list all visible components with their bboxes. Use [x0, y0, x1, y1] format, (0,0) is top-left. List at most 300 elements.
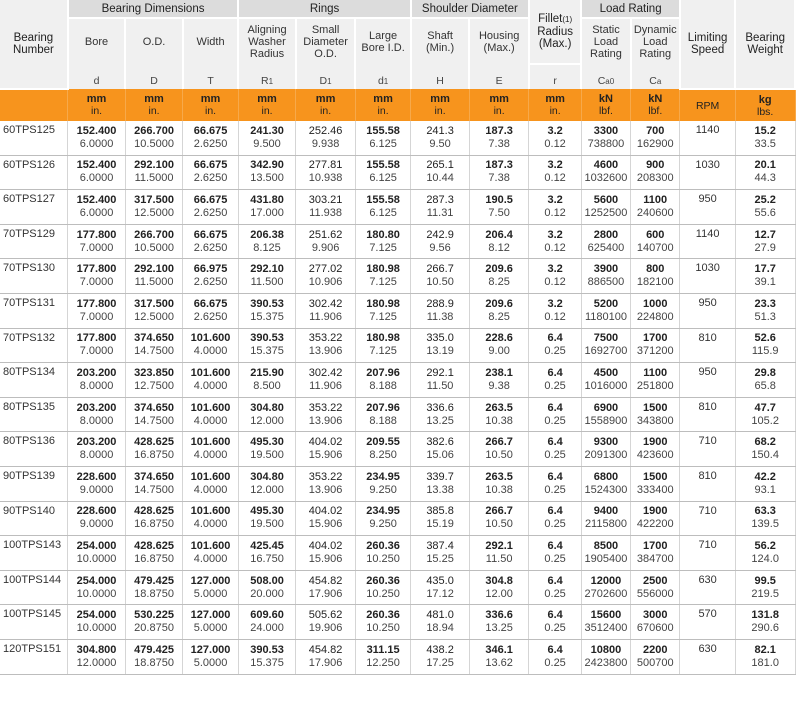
table-row: [0, 121, 795, 155]
value-metric: 505.62: [308, 609, 343, 622]
value-cell: [529, 363, 581, 398]
column-symbol: [296, 64, 356, 89]
weight-metric: 99.5: [754, 574, 776, 587]
value-cell: [411, 466, 470, 501]
table-row: [0, 190, 795, 225]
value-metric: 404.02: [308, 539, 343, 552]
value-imperial: 2.6250: [193, 137, 228, 150]
weight-imperial: 39.1: [754, 276, 776, 289]
value-imperial: 0.12: [544, 137, 566, 150]
limiting-speed-cell: 950: [680, 293, 735, 328]
value-metric: 177.800: [76, 228, 117, 241]
value-cell: [581, 501, 630, 536]
value-imperial: 8.12: [488, 241, 510, 254]
value-imperial: 10.50: [485, 518, 513, 531]
value-cell: [355, 605, 410, 640]
value-metric: 277.02: [308, 263, 343, 276]
value-cell: [529, 328, 581, 363]
table-row: [0, 639, 795, 674]
value-imperial: 11.31: [426, 206, 454, 219]
value-imperial: 2091300: [584, 449, 628, 462]
value-metric: 180.98: [366, 297, 400, 310]
value-cell: [355, 190, 410, 225]
unit-weight-metric: kg: [758, 93, 772, 106]
value-metric: 292.100: [134, 263, 174, 276]
value-cell: [355, 501, 410, 536]
value-metric: 1700: [643, 539, 668, 552]
value-cell: [631, 328, 680, 363]
weight-cell: [735, 570, 795, 605]
bearing-number-cell: 70TPS129: [0, 224, 68, 259]
value-cell: [411, 605, 470, 640]
weight-metric: 63.3: [754, 505, 776, 518]
unit-imperial: in.: [549, 105, 561, 117]
value-metric: 6.4: [547, 366, 563, 379]
table-row: [0, 466, 795, 501]
value-cell: [68, 293, 126, 328]
column-name-header: Aligning Washer Radius: [238, 18, 296, 64]
value-cell: [411, 570, 470, 605]
value-imperial: 15.19: [426, 518, 454, 531]
value-metric: 228.600: [76, 505, 117, 518]
unit-metric: mm: [200, 93, 221, 105]
value-cell: [529, 397, 581, 432]
value-metric: 207.96: [366, 401, 400, 414]
value-cell: [238, 121, 296, 155]
value-imperial: 18.8750: [134, 587, 174, 600]
value-cell: [355, 466, 410, 501]
value-imperial: 13.62: [485, 656, 513, 669]
value-metric: 101.600: [190, 436, 231, 449]
weight-metric: 56.2: [754, 539, 776, 552]
value-metric: 609.60: [250, 609, 284, 622]
value-metric: 260.36: [366, 609, 400, 622]
value-imperial: 0.25: [544, 552, 566, 565]
value-metric: 66.675: [193, 124, 228, 137]
value-metric: 101.600: [190, 332, 231, 345]
value-cell: [238, 190, 296, 225]
column-symbol-subscript: 1: [327, 77, 332, 86]
value-cell: [238, 224, 296, 259]
weight-imperial: 93.1: [754, 483, 776, 496]
value-cell: [125, 121, 183, 155]
value-metric: 9400: [593, 505, 619, 518]
group-shoulder-diameter: Shoulder Diameter: [411, 0, 529, 18]
value-imperial: 10.0000: [76, 587, 117, 600]
weight-imperial: 27.9: [754, 241, 776, 254]
limiting-speed-cell: 630: [680, 639, 735, 674]
weight-imperial: 65.8: [754, 379, 776, 392]
value-metric: 346.1: [485, 643, 513, 656]
value-cell: [581, 259, 630, 294]
value-metric: 1000: [643, 297, 668, 310]
value-imperial: 2.6250: [193, 310, 228, 323]
value-cell: [68, 224, 126, 259]
unit-imperial: in.: [90, 105, 103, 117]
value-imperial: 24.000: [250, 622, 284, 635]
weight-cell: [735, 605, 795, 640]
value-metric: 454.82: [308, 643, 343, 656]
value-imperial: 4.0000: [193, 345, 228, 358]
unit-metric: mm: [315, 93, 336, 105]
unit-metric: kN: [648, 93, 663, 105]
value-imperial: 5.0000: [193, 587, 228, 600]
value-metric: 374.650: [134, 332, 174, 345]
value-imperial: 0.12: [544, 310, 566, 323]
value-imperial: 17.000: [250, 206, 284, 219]
value-metric: 390.53: [250, 643, 284, 656]
column-name-header: Static Load Rating: [581, 18, 630, 64]
value-cell: [68, 259, 126, 294]
value-cell: [469, 536, 529, 571]
value-metric: 304.800: [76, 643, 117, 656]
value-imperial: 15.25: [426, 552, 454, 565]
value-cell: [296, 501, 356, 536]
value-imperial: 886500: [587, 276, 625, 289]
value-imperial: 17.25: [426, 656, 454, 669]
value-metric: 3.2: [547, 263, 563, 276]
value-metric: 304.80: [250, 401, 284, 414]
value-cell: [529, 155, 581, 190]
value-metric: 5600: [593, 193, 619, 206]
value-metric: 66.675: [193, 193, 228, 206]
value-metric: 207.96: [366, 366, 400, 379]
value-cell: [411, 397, 470, 432]
group-load-rating: Load Rating: [581, 0, 680, 18]
value-imperial: 19.500: [250, 518, 284, 531]
value-imperial: 20.8750: [134, 622, 174, 635]
value-imperial: 8.25: [488, 310, 510, 323]
bearing-number-cell: 80TPS134: [0, 363, 68, 398]
value-imperial: 1180100: [584, 310, 627, 323]
value-imperial: 333400: [636, 483, 674, 496]
unit-metric: mm: [373, 93, 393, 105]
value-metric: 206.38: [250, 228, 284, 241]
value-metric: 266.7: [426, 263, 454, 276]
value-cell: [581, 605, 630, 640]
value-metric: 311.15: [366, 643, 400, 656]
weight-metric: 47.7: [754, 401, 776, 414]
value-metric: 1100: [643, 193, 668, 206]
value-cell: [469, 363, 529, 398]
value-cell: [238, 328, 296, 363]
value-cell: [529, 570, 581, 605]
column-name-header: Large Bore I.D.: [355, 18, 410, 64]
unit-metric: mm: [430, 93, 450, 105]
value-metric: 228.600: [76, 470, 117, 483]
value-cell: [469, 570, 529, 605]
value-metric: 336.6: [426, 401, 454, 414]
value-metric: 323.850: [134, 366, 174, 379]
unit-imperial: lbf.: [598, 105, 613, 117]
unit-speed: RPM: [680, 89, 735, 121]
value-metric: 385.8: [426, 505, 454, 518]
value-imperial: 12.5000: [134, 310, 174, 323]
value-metric: 260.36: [366, 574, 400, 587]
value-metric: 3.2: [547, 159, 563, 172]
value-imperial: 17.906: [308, 656, 343, 669]
value-cell: [125, 224, 183, 259]
weight-imperial: 51.3: [754, 310, 776, 323]
value-metric: 101.600: [190, 505, 231, 518]
limiting-speed-cell: 710: [680, 501, 735, 536]
table-row: [0, 570, 795, 605]
value-imperial: 9.500: [253, 137, 281, 150]
value-metric: 6.4: [547, 539, 563, 552]
value-metric: 266.700: [134, 228, 174, 241]
value-cell: [183, 397, 238, 432]
value-cell: [631, 293, 680, 328]
value-imperial: 240600: [636, 206, 674, 219]
value-imperial: 16.8750: [134, 518, 174, 531]
value-cell: [631, 605, 680, 640]
value-metric: 339.7: [426, 470, 454, 483]
value-imperial: 1252500: [584, 206, 628, 219]
limiting-speed-cell: 630: [680, 570, 735, 605]
value-cell: [183, 190, 238, 225]
value-cell: [631, 466, 680, 501]
value-cell: [296, 121, 356, 155]
value-cell: [411, 363, 470, 398]
unit-cell: [125, 89, 183, 121]
value-cell: [183, 639, 238, 674]
value-metric: 241.30: [250, 124, 284, 137]
value-imperial: 0.25: [544, 622, 566, 635]
value-cell: [183, 536, 238, 571]
value-imperial: 8.188: [369, 414, 397, 427]
value-metric: 180.98: [366, 332, 400, 345]
value-imperial: 18.8750: [134, 656, 174, 669]
value-cell: [581, 570, 630, 605]
value-imperial: 13.25: [426, 414, 454, 427]
value-metric: 66.675: [193, 297, 228, 310]
value-metric: 479.425: [134, 643, 174, 656]
weight-metric: 29.8: [754, 366, 776, 379]
value-cell: [68, 501, 126, 536]
value-imperial: 2.6250: [193, 172, 228, 185]
value-metric: 336.6: [485, 609, 513, 622]
bearing-number-cell: 70TPS131: [0, 293, 68, 328]
value-imperial: 6.125: [369, 172, 397, 185]
value-imperial: 11.38: [426, 310, 454, 323]
value-imperial: 13.500: [250, 172, 284, 185]
value-cell: [68, 363, 126, 398]
value-imperial: 15.375: [250, 656, 284, 669]
value-cell: [238, 501, 296, 536]
value-metric: 203.200: [76, 436, 117, 449]
value-cell: [125, 570, 183, 605]
value-metric: 3900: [593, 263, 619, 276]
limiting-speed-cell: 950: [680, 190, 735, 225]
value-imperial: 182100: [636, 276, 674, 289]
value-imperial: 422200: [636, 518, 674, 531]
bearing-number-cell: 100TPS144: [0, 570, 68, 605]
value-metric: 292.1: [485, 539, 513, 552]
value-metric: 1900: [643, 505, 668, 518]
value-imperial: 7.0000: [79, 241, 114, 254]
unit-cell: [529, 89, 581, 121]
column-symbol-letter: C: [597, 75, 606, 87]
value-cell: [355, 224, 410, 259]
value-imperial: 10.50: [485, 449, 513, 462]
value-metric: 206.4: [485, 228, 513, 241]
weight-metric: 25.2: [754, 193, 776, 206]
value-metric: 431.80: [250, 193, 284, 206]
weight-cell: [735, 190, 795, 225]
limiting-speed-cell: 810: [680, 466, 735, 501]
value-cell: [469, 155, 529, 190]
value-cell: [631, 121, 680, 155]
value-imperial: 12.000: [250, 414, 284, 427]
value-imperial: 10.938: [308, 172, 343, 185]
weight-metric: 68.2: [754, 436, 776, 449]
value-cell: [469, 501, 529, 536]
value-cell: [296, 605, 356, 640]
value-imperial: 343800: [636, 414, 674, 427]
value-cell: [355, 293, 410, 328]
value-metric: 15600: [590, 609, 622, 622]
value-metric: 215.90: [250, 366, 284, 379]
value-cell: [238, 155, 296, 190]
table-row: [0, 501, 795, 536]
value-cell: [183, 259, 238, 294]
table-row: [0, 328, 795, 363]
value-imperial: 10.906: [308, 276, 343, 289]
value-imperial: 7.38: [488, 137, 510, 150]
value-cell: [631, 363, 680, 398]
value-cell: [581, 397, 630, 432]
value-imperial: 10.50: [426, 276, 454, 289]
value-cell: [183, 363, 238, 398]
value-metric: 7500: [593, 332, 619, 345]
value-cell: [355, 363, 410, 398]
value-imperial: 0.12: [544, 276, 566, 289]
unit-cell: [296, 89, 356, 121]
value-imperial: 4.0000: [193, 414, 228, 427]
value-cell: [238, 397, 296, 432]
column-symbol-subscript: 1: [383, 77, 389, 86]
value-metric: 3.2: [547, 297, 563, 310]
value-cell: [411, 155, 470, 190]
weight-metric: 52.6: [754, 332, 776, 345]
value-cell: [125, 432, 183, 467]
value-imperial: 7.0000: [79, 310, 114, 323]
value-metric: 266.7: [485, 505, 513, 518]
value-metric: 127.000: [190, 609, 231, 622]
value-metric: 234.95: [366, 470, 400, 483]
bearing-number-header: Bearing Number: [0, 0, 68, 89]
column-symbol-subscript: a0: [605, 77, 615, 86]
value-imperial: 7.38: [488, 172, 510, 185]
value-imperial: 10.38: [485, 414, 513, 427]
unit-imperial: in.: [261, 105, 273, 117]
value-imperial: 12.7500: [134, 379, 174, 392]
value-cell: [183, 501, 238, 536]
value-imperial: 1016000: [584, 379, 628, 392]
value-metric: 6.4: [547, 505, 563, 518]
value-imperial: 16.750: [250, 552, 284, 565]
value-cell: [529, 224, 581, 259]
unit-metric: mm: [489, 93, 509, 105]
value-metric: 288.9: [426, 297, 454, 310]
value-cell: [355, 432, 410, 467]
value-metric: 302.42: [308, 366, 343, 379]
value-cell: [183, 121, 238, 155]
value-imperial: 2.6250: [193, 241, 228, 254]
value-imperial: 10.250: [366, 622, 400, 635]
value-metric: 425.45: [250, 539, 284, 552]
weight-cell: [735, 501, 795, 536]
column-symbol-letter: d: [93, 75, 100, 87]
unit-metric: mm: [144, 93, 164, 105]
column-symbol: [238, 64, 296, 89]
value-imperial: 0.25: [544, 656, 566, 669]
value-metric: 304.80: [250, 470, 284, 483]
value-metric: 435.0: [426, 574, 454, 587]
weight-imperial: 150.4: [751, 449, 779, 462]
value-cell: [529, 639, 581, 674]
value-metric: 353.22: [308, 470, 343, 483]
limiting-speed-cell: 1140: [680, 224, 735, 259]
value-imperial: 11.5000: [134, 276, 174, 289]
column-symbol-letter: T: [207, 75, 214, 87]
value-imperial: 8.500: [253, 379, 281, 392]
value-metric: 1700: [643, 332, 668, 345]
value-cell: [296, 397, 356, 432]
bearing-number-cell: 100TPS145: [0, 605, 68, 640]
value-imperial: 16.8750: [134, 552, 174, 565]
value-cell: [68, 155, 126, 190]
column-symbol: [469, 64, 529, 89]
value-metric: 251.62: [308, 228, 343, 241]
weight-cell: [735, 121, 795, 155]
value-imperial: 738800: [587, 137, 625, 150]
value-cell: [469, 328, 529, 363]
unit-imperial: lbf.: [648, 105, 663, 117]
value-imperial: 0.25: [544, 414, 566, 427]
weight-imperial: 33.5: [754, 137, 776, 150]
value-cell: [68, 536, 126, 571]
value-imperial: 4.0000: [193, 518, 228, 531]
column-symbol-letter: D: [319, 75, 328, 87]
value-cell: [411, 328, 470, 363]
unit-cell: [183, 89, 238, 121]
weight-cell: [735, 155, 795, 190]
value-cell: [529, 605, 581, 640]
value-metric: 12000: [590, 574, 622, 587]
value-imperial: 11.938: [309, 206, 342, 219]
value-imperial: 8.0000: [79, 379, 114, 392]
unit-cell: [355, 89, 410, 121]
value-cell: [296, 224, 356, 259]
value-cell: [68, 466, 126, 501]
value-imperial: 7.125: [369, 345, 397, 358]
value-cell: [296, 466, 356, 501]
weight-cell: [735, 536, 795, 571]
value-metric: 481.0: [426, 609, 454, 622]
value-metric: 152.400: [76, 124, 117, 137]
value-metric: 152.400: [76, 193, 117, 206]
value-cell: [529, 190, 581, 225]
value-imperial: 2.6250: [193, 276, 228, 289]
value-imperial: 19.500: [250, 449, 284, 462]
value-cell: [238, 363, 296, 398]
value-metric: 6.4: [547, 643, 563, 656]
value-imperial: 19.906: [308, 622, 343, 635]
limiting-speed-cell: 710: [680, 536, 735, 571]
value-imperial: 10.5000: [134, 241, 174, 254]
value-imperial: 8.0000: [79, 449, 114, 462]
